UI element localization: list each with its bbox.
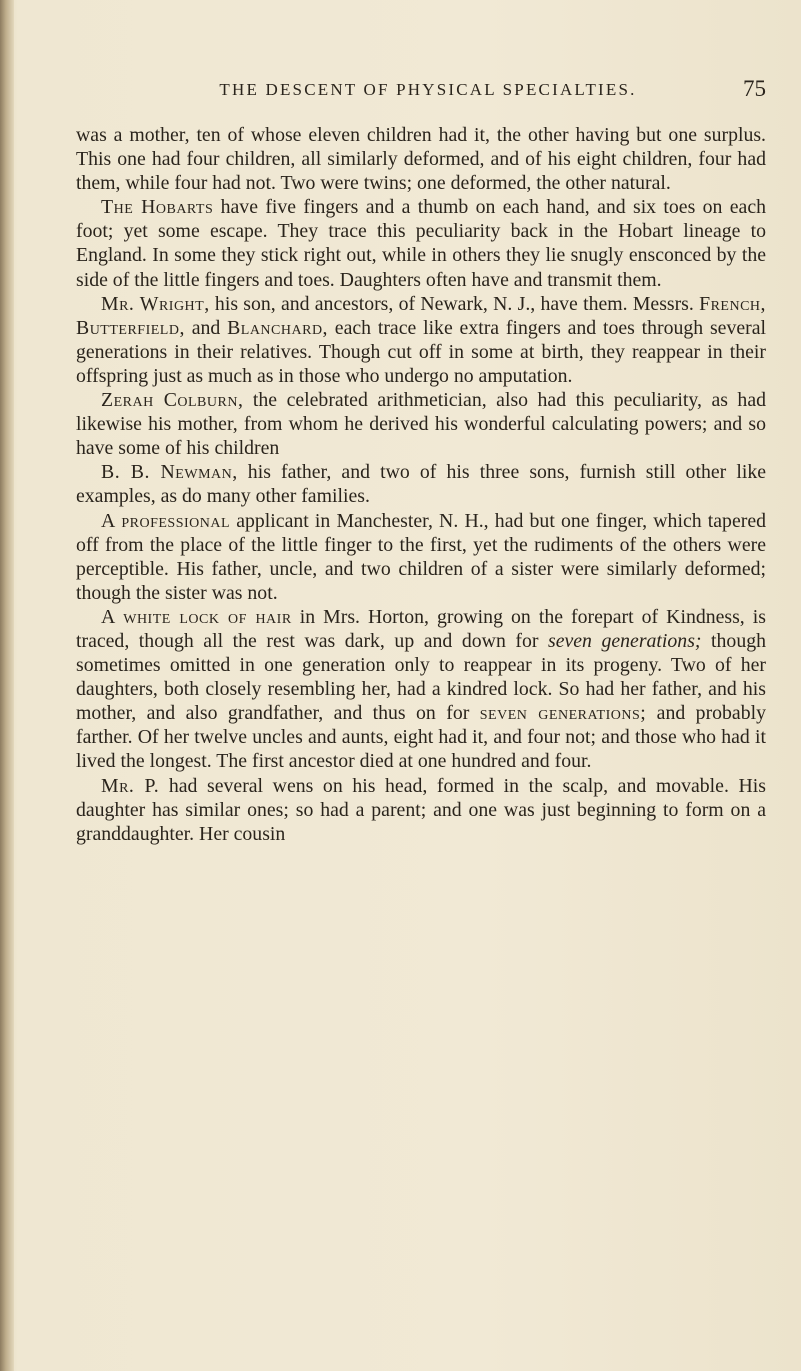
paragraph-text: the celebrated arithmetician, also had this peculiarity, as had likewise his mother, from whom he derived his wonderful calculating powers; and so have some of his children	[76, 389, 766, 460]
paragraph-lead: A white lock of hair	[101, 605, 292, 628]
page-spine-shadow	[0, 0, 14, 1371]
running-head: THE DESCENT OF PHYSICAL SPECIALTIES.	[219, 80, 637, 99]
paragraph-3	[76, 292, 766, 388]
italic-phrase: seven generations;	[548, 629, 702, 652]
paragraph-text: his son, and ancestors, of Newark, N. J., have them. Messrs.	[209, 292, 700, 315]
paragraph-2	[76, 195, 766, 291]
page-number: 75	[743, 76, 766, 101]
paragraph-text: and	[184, 316, 228, 339]
paragraph-lead-name: Blanchard,	[227, 316, 328, 339]
paragraph-text: each trace like extra fingers and toes through several generations in their relatives. Though cut off in some at birth, they reappear in their offspring just as much as in those who undergo no amputation.	[76, 316, 766, 387]
paragraph-1	[76, 123, 766, 195]
paragraph-6	[76, 509, 766, 605]
paragraph-text: in Mrs. Horton, growing on the forepart of Kindness, is traced, though all the rest was dark, up and down for	[76, 605, 766, 652]
paragraph-lead: Mr. P.	[101, 774, 160, 797]
paragraph-4	[76, 388, 766, 460]
paragraph-text: his father, and two of his three sons, furnish still other like examples, as do many other families.	[76, 461, 766, 508]
paragraph-lead: A professional	[101, 509, 231, 532]
paragraph-lead: The Hobarts	[101, 196, 214, 219]
small-caps-phrase: seven generations;	[479, 702, 647, 725]
paragraph-8	[76, 774, 766, 846]
paragraph-text: applicant in Manchester, N. H., had but one finger, which tapered off from the place of the little finger to the first, yet the rudiments of the others were perceptible. His father, uncle, and two children of a sister were similarly deformed; though the sister was not.	[76, 509, 766, 604]
body-text	[76, 123, 766, 846]
paragraph-text: have five fingers and a thumb on each hand, and six toes on each foot; yet some escape. They trace this peculiarity back in the Hobart lineage to England. In some they stick right out, while in others they lie snugly ensconced by the side of the little fingers and toes. Daughters often have and transmit them.	[76, 196, 766, 291]
page-header	[90, 76, 766, 106]
paragraph-text: and probably farther. Of her twelve uncles and aunts, eight had it, and four not; and those who had it lived the longest. The first ancestor died at one hundred and four.	[76, 702, 766, 773]
paragraph-text: though sometimes omitted in one generation only to reappear in its progeny. Two of her daughters, both closely resembling her, had a kindred lock. So had her father, and his mother, and also grandfather, and thus on for	[76, 629, 766, 725]
paragraph-lead: B. B. Newman,	[101, 461, 238, 484]
paragraph-lead-names: French, Butterfield,	[76, 292, 766, 339]
paragraph-lead: Mr. Wright,	[101, 292, 210, 315]
paragraph-lead: Zerah Colburn,	[101, 389, 244, 412]
paragraph-7	[76, 605, 766, 774]
paragraph-text: had several wens on his head, formed in the scalp, and movable. His daughter has similar ones; so had a parent; and one was just beginning to form on a granddaughter. Her cousin	[76, 774, 766, 845]
paragraph-text: was a mother, ten of whose eleven children had it, the other having but one surplus. This one had four children, all similarly deformed, and of his eight children, four had them, while four had not. Two were twins; one deformed, the other natural.	[76, 124, 766, 195]
paragraph-5	[76, 460, 766, 508]
